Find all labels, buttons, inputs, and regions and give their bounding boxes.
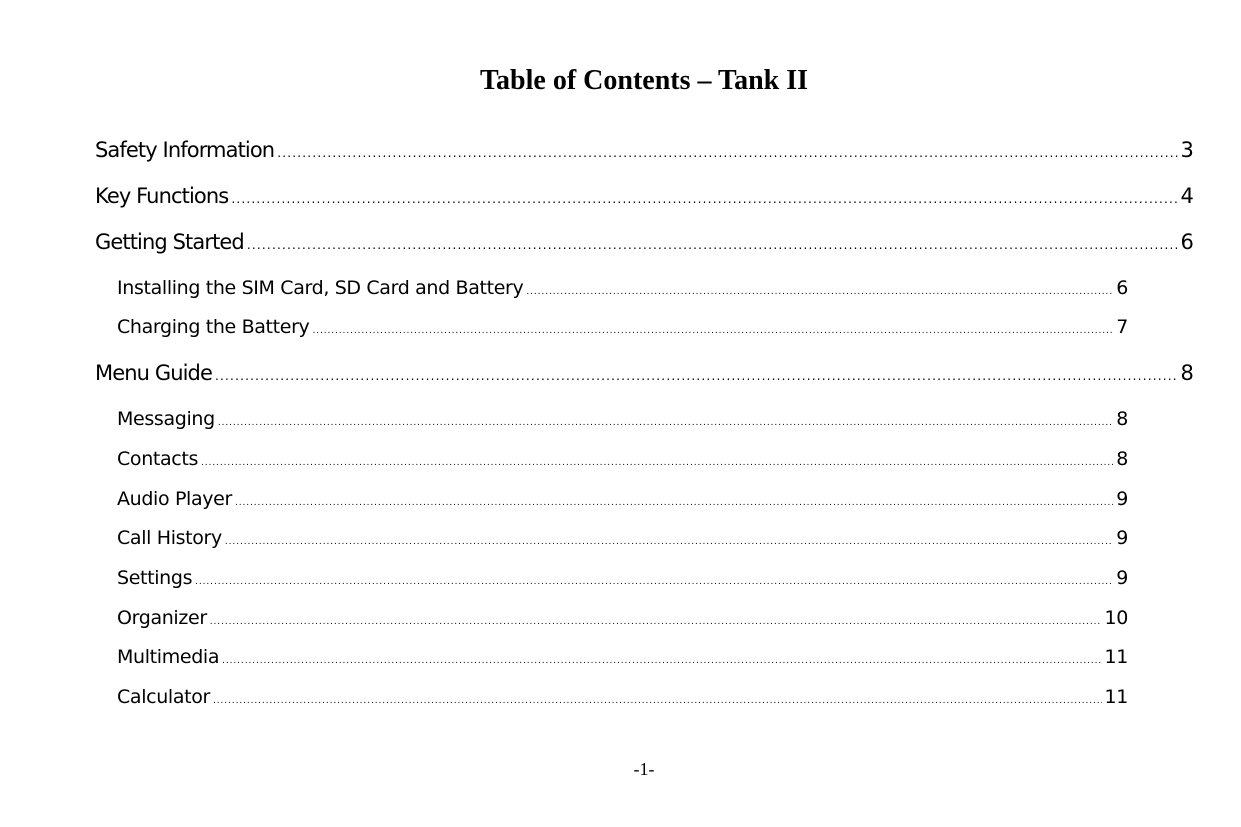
- toc-entry-page-number: 8: [1116, 408, 1128, 430]
- toc-entry-page-number: 10: [1104, 607, 1128, 629]
- toc-entry-call-history[interactable]: [117, 527, 1128, 549]
- toc-entry-settings[interactable]: [117, 567, 1128, 589]
- toc-entry-safety-information[interactable]: [95, 138, 1193, 162]
- toc-entry-getting-started[interactable]: [95, 230, 1193, 254]
- toc-entry-page-number: 9: [1116, 567, 1128, 589]
- dot-leader: [312, 326, 1113, 336]
- dot-leader: [277, 146, 1177, 160]
- toc-entry-label: Key Functions: [95, 184, 229, 208]
- toc-entry-page-number: 4: [1180, 184, 1193, 208]
- dot-leader: [235, 498, 1113, 508]
- dot-leader: [215, 369, 1178, 383]
- toc-entry-label: Organizer: [117, 607, 207, 629]
- toc-entry-menu-guide[interactable]: [95, 361, 1193, 385]
- dot-leader: [247, 238, 1178, 252]
- toc-entry-label: Charging the Battery: [117, 316, 310, 338]
- toc-entry-label: Audio Player: [117, 488, 232, 510]
- toc-entry-organizer[interactable]: [117, 607, 1128, 629]
- toc-entry-messaging[interactable]: [117, 408, 1128, 430]
- dot-leader: [222, 656, 1101, 666]
- toc-entry-multimedia[interactable]: [117, 646, 1128, 668]
- toc-entry-page-number: 11: [1104, 646, 1128, 668]
- toc-entry-contacts[interactable]: [117, 448, 1128, 470]
- toc-entry-label: Menu Guide: [95, 361, 213, 385]
- toc-entry-label: Getting Started: [95, 230, 244, 254]
- dot-leader: [201, 458, 1113, 468]
- toc-entry-label: Calculator: [117, 686, 210, 708]
- toc-entry-label: Multimedia: [117, 646, 220, 668]
- page-number-footer: -1-: [633, 759, 655, 779]
- dot-leader: [195, 577, 1113, 587]
- dot-leader: [225, 537, 1113, 547]
- toc-entry-label: Safety Information: [95, 138, 275, 162]
- toc-entry-page-number: 6: [1180, 230, 1193, 254]
- toc-entry-page-number: 9: [1116, 488, 1128, 510]
- toc-entry-label: Settings: [117, 567, 193, 589]
- toc-entry-page-number: 11: [1104, 686, 1128, 708]
- toc-entry-label: Call History: [117, 527, 222, 549]
- toc-entry-charging-the-battery[interactable]: [117, 316, 1128, 338]
- dot-leader: [231, 192, 1177, 206]
- toc-entry-page-number: 7: [1116, 316, 1128, 338]
- toc-entry-calculator[interactable]: [117, 686, 1128, 708]
- toc-entry-page-number: 9: [1116, 527, 1128, 549]
- dot-leader: [213, 696, 1102, 706]
- page-title: Table of Contents – Tank II: [479, 65, 809, 96]
- toc-entry-audio-player[interactable]: [117, 488, 1128, 510]
- toc-entry-label: Contacts: [117, 448, 199, 470]
- dot-leader: [210, 617, 1102, 627]
- dot-leader: [526, 287, 1113, 297]
- toc-entry-page-number: 8: [1116, 448, 1128, 470]
- toc-entry-installing-sim-sd-battery[interactable]: [117, 277, 1128, 299]
- toc-entry-key-functions[interactable]: [95, 184, 1193, 208]
- toc-entry-page-number: 8: [1180, 361, 1193, 385]
- toc-entry-label: Installing the SIM Card, SD Card and Battery: [117, 277, 524, 299]
- toc-entry-page-number: 6: [1116, 277, 1128, 299]
- dot-leader: [218, 418, 1113, 428]
- toc-entry-page-number: 3: [1180, 138, 1193, 162]
- toc-entry-label: Messaging: [117, 408, 215, 430]
